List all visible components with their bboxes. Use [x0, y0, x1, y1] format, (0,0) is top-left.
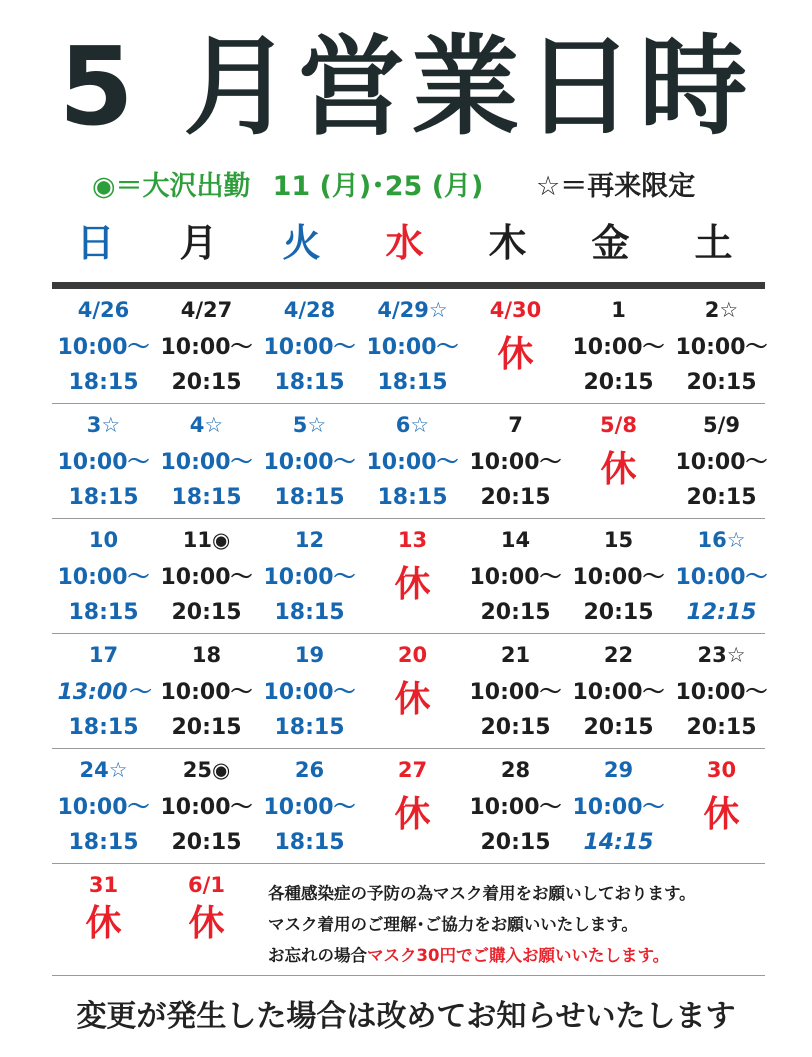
close-time: 12:15	[686, 600, 757, 625]
close-time: 18:15	[68, 830, 139, 855]
day-date: 17	[88, 643, 119, 667]
calendar-week	[52, 519, 768, 634]
closed-label: 休	[703, 794, 740, 835]
day-date: 31	[88, 873, 119, 897]
calendar-day	[464, 289, 567, 404]
calendar-day	[464, 519, 567, 634]
day-date: 5☆	[292, 413, 327, 437]
calendar-day	[155, 864, 258, 979]
calendar-day	[670, 749, 773, 864]
calendar-week	[52, 404, 768, 519]
close-time: 20:15	[171, 600, 242, 625]
close-time: 20:15	[171, 830, 242, 855]
calendar-day	[361, 749, 464, 864]
calendar-day	[670, 634, 773, 749]
calendar-day	[155, 289, 258, 404]
osawa-legend-label: ◉＝大沢出勤	[92, 171, 251, 202]
calendar-day	[567, 289, 670, 404]
calendar-day	[567, 749, 670, 864]
calendar-day	[155, 749, 258, 864]
day-date: 1	[611, 298, 626, 322]
calendar-day	[155, 519, 258, 634]
day-date: 14	[500, 528, 531, 552]
calendar-grid	[52, 289, 768, 976]
calendar-day	[464, 749, 567, 864]
day-date: 20	[397, 643, 428, 667]
day-date: 7	[508, 413, 523, 437]
open-time: 10:00～	[160, 335, 253, 360]
day-date: 4/27	[180, 298, 233, 322]
calendar-day	[361, 634, 464, 749]
calendar-day	[670, 519, 773, 634]
open-time: 10:00～	[469, 450, 562, 475]
weekday-label: 金	[591, 221, 630, 265]
calendar-day	[361, 519, 464, 634]
close-time: 20:15	[583, 715, 654, 740]
day-date: 4/29☆	[377, 298, 448, 322]
open-time: 10:00～	[263, 680, 356, 705]
day-date: 4/28	[283, 298, 336, 322]
day-date: 10	[88, 528, 119, 552]
weekday-label: 木	[488, 221, 527, 265]
weekday-label: 火	[282, 221, 321, 265]
close-time: 20:15	[686, 485, 757, 510]
open-time: 10:00～	[366, 450, 459, 475]
close-time: 20:15	[686, 715, 757, 740]
close-time: 18:15	[274, 485, 345, 510]
weekday-label: 月	[179, 221, 218, 265]
closed-label: 休	[600, 449, 637, 490]
close-time: 18:15	[68, 715, 139, 740]
closed-label: 休	[85, 903, 122, 944]
close-time: 18:15	[171, 485, 242, 510]
notice-line: 各種感染症の予防の為マスク着用をお願いしております。	[268, 884, 696, 903]
open-time: 10:00～	[572, 795, 665, 820]
calendar-day	[52, 289, 155, 404]
close-time: 18:15	[68, 370, 139, 395]
open-time: 10:00～	[675, 565, 768, 590]
calendar-day	[258, 749, 361, 864]
calendar-day	[361, 404, 464, 519]
day-date: 22	[603, 643, 634, 667]
close-time: 18:15	[274, 600, 345, 625]
closed-label: 休	[497, 334, 534, 375]
calendar-day	[52, 519, 155, 634]
calendar-week	[52, 634, 768, 749]
open-time: 10:00～	[57, 335, 150, 360]
close-time: 20:15	[480, 715, 551, 740]
open-time: 10:00～	[675, 680, 768, 705]
calendar-day	[361, 289, 464, 404]
calendar-day	[567, 519, 670, 634]
open-time: 10:00～	[160, 680, 253, 705]
calendar-day	[464, 634, 567, 749]
open-time: 10:00～	[263, 450, 356, 475]
calendar-day	[567, 404, 670, 519]
closed-label: 休	[394, 794, 431, 835]
close-time: 14:15	[583, 830, 654, 855]
day-date: 4/30	[489, 298, 542, 322]
notice-line	[268, 940, 768, 971]
day-date: 16☆	[697, 528, 746, 552]
day-date: 29	[603, 758, 634, 782]
open-time: 10:00～	[263, 565, 356, 590]
calendar-day	[567, 634, 670, 749]
closed-label: 休	[394, 564, 431, 605]
calendar-day	[155, 404, 258, 519]
calendar-day	[258, 634, 361, 749]
open-time: 10:00～	[160, 795, 253, 820]
day-date: 19	[294, 643, 325, 667]
open-time: 10:00～	[57, 565, 150, 590]
notice-prefix: お忘れの場合	[268, 946, 367, 965]
close-time: 18:15	[377, 485, 448, 510]
open-time: 10:00～	[57, 450, 150, 475]
day-date: 4/26	[77, 298, 130, 322]
calendar-day	[670, 289, 773, 404]
weekday-header	[44, 218, 764, 268]
day-date: 5/8	[600, 413, 637, 437]
day-date: 28	[500, 758, 531, 782]
close-time: 20:15	[583, 600, 654, 625]
day-date: 5/9	[703, 413, 740, 437]
day-date: 12	[294, 528, 325, 552]
day-date: 30	[706, 758, 737, 782]
mask-notice	[268, 878, 768, 971]
calendar-day	[52, 749, 155, 864]
day-date: 6☆	[395, 413, 430, 437]
open-time: 10:00～	[572, 335, 665, 360]
close-time: 18:15	[274, 715, 345, 740]
calendar-day	[670, 404, 773, 519]
header-divider	[52, 282, 765, 289]
close-time: 18:15	[377, 370, 448, 395]
close-time: 18:15	[68, 600, 139, 625]
close-time: 20:15	[480, 600, 551, 625]
closed-label: 休	[188, 903, 225, 944]
day-date: 4☆	[189, 413, 224, 437]
close-time: 20:15	[480, 830, 551, 855]
footer-notice: 変更が発生した場合は改めてお知らせいたします	[76, 999, 736, 1034]
calendar-day	[52, 864, 155, 979]
close-time: 18:15	[68, 485, 139, 510]
day-date: 23☆	[697, 643, 746, 667]
day-date: 15	[603, 528, 634, 552]
page-title: 5 月営業日時	[58, 25, 754, 150]
open-time: 10:00～	[57, 795, 150, 820]
open-time: 13:00～	[57, 680, 150, 705]
legend	[0, 160, 812, 200]
osawa-legend-dates: 11 (月)･25 (月)	[272, 171, 484, 202]
close-time: 18:15	[274, 370, 345, 395]
day-date: 25◉	[182, 758, 231, 782]
day-date: 26	[294, 758, 325, 782]
calendar-day	[258, 404, 361, 519]
open-time: 10:00～	[469, 680, 562, 705]
day-date: 11◉	[182, 528, 231, 552]
open-time: 10:00～	[160, 450, 253, 475]
close-time: 20:15	[583, 370, 654, 395]
close-time: 18:15	[274, 830, 345, 855]
open-time: 10:00～	[263, 335, 356, 360]
calendar-day	[258, 519, 361, 634]
closed-label: 休	[394, 679, 431, 720]
close-time: 20:15	[480, 485, 551, 510]
osawa-legend	[92, 164, 483, 203]
open-time: 10:00～	[675, 335, 768, 360]
open-time: 10:00～	[572, 565, 665, 590]
calendar-week	[52, 864, 765, 976]
open-time: 10:00～	[263, 795, 356, 820]
weekday-label: 土	[694, 221, 733, 265]
calendar-week	[52, 749, 765, 864]
day-date: 27	[397, 758, 428, 782]
day-date: 24☆	[79, 758, 128, 782]
notice-highlight: マスク30円でご購入お願いいたします。	[367, 946, 670, 965]
weekday-label: 水	[385, 221, 424, 265]
calendar-day	[258, 289, 361, 404]
calendar-week	[52, 289, 768, 404]
calendar-day	[155, 634, 258, 749]
open-time: 10:00～	[366, 335, 459, 360]
revisit-legend: ☆＝再来限定	[536, 171, 696, 202]
calendar-day	[464, 404, 567, 519]
open-time: 10:00～	[675, 450, 768, 475]
day-date: 21	[500, 643, 531, 667]
notice-line: マスク着用のご理解･ご協力をお願いいたします。	[268, 915, 638, 934]
day-date: 6/1	[188, 873, 225, 897]
weekday-label: 日	[76, 221, 115, 265]
calendar-day	[52, 634, 155, 749]
open-time: 10:00～	[572, 680, 665, 705]
open-time: 10:00～	[160, 565, 253, 590]
close-time: 20:15	[171, 370, 242, 395]
day-date: 3☆	[86, 413, 121, 437]
open-time: 10:00～	[469, 795, 562, 820]
calendar-day	[52, 404, 155, 519]
day-date: 13	[397, 528, 428, 552]
close-time: 20:15	[686, 370, 757, 395]
day-date: 2☆	[704, 298, 739, 322]
close-time: 20:15	[171, 715, 242, 740]
open-time: 10:00～	[469, 565, 562, 590]
day-date: 18	[191, 643, 222, 667]
